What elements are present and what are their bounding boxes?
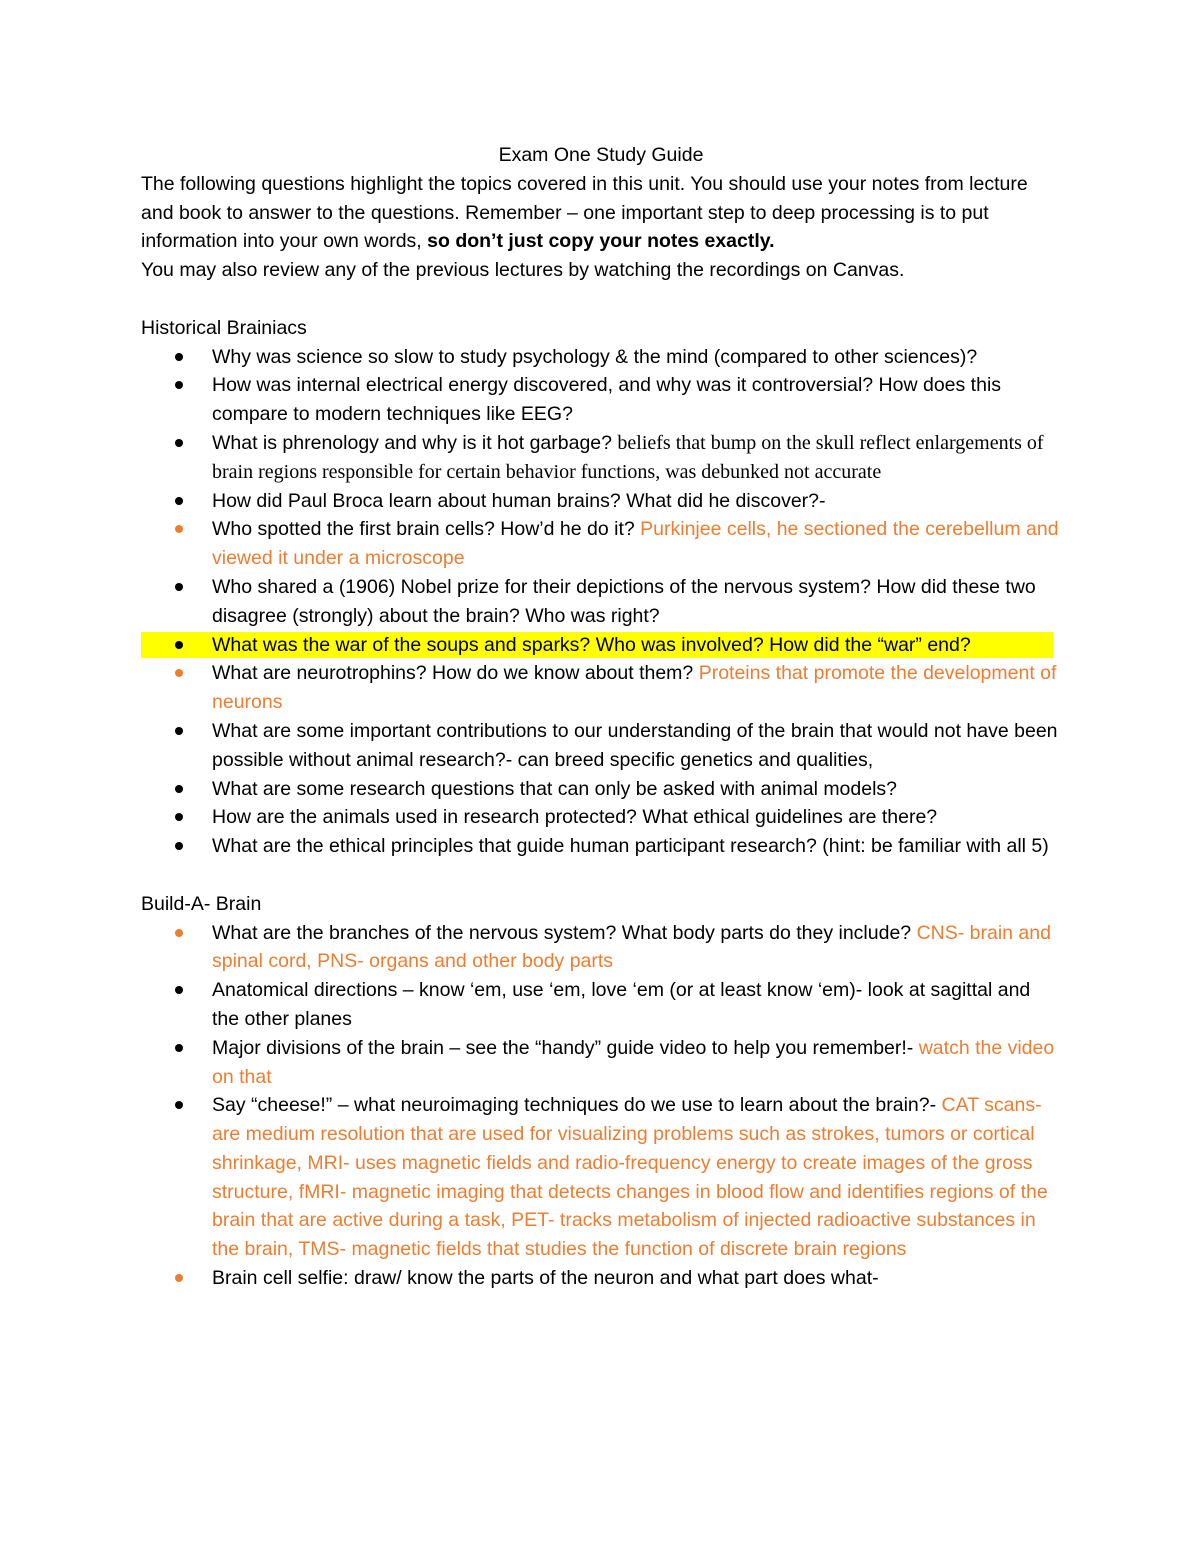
question-item (141, 717, 1061, 775)
question-item (141, 659, 1061, 717)
answer-text: Purkinjee cells, he sectioned the cerebellum and viewed it under a microscope (212, 518, 1059, 570)
bullet-icon (175, 497, 183, 505)
question-text: Why was science so slow to study psychology & the mind (compared to other sciences)? (212, 345, 978, 368)
question-text: How was internal electrical energy discovered, and why was it controversial? How does this compare to modern techniques like EEG? (212, 374, 1002, 426)
question-text: How are the animals used in research protected? What ethical guidelines are there? (212, 806, 938, 829)
bullet-icon (175, 1044, 183, 1052)
question-text: Say “cheese!” – what neuroimaging techniques do we use to learn about the brain?- (212, 1094, 942, 1117)
section-heading: Historical Brainiacs (141, 316, 307, 339)
question-item (141, 631, 1061, 660)
question-text: What was the war of the soups and sparks? Who was involved? How did the “war” end? (212, 633, 971, 656)
bullet-icon (175, 929, 183, 937)
bullet-icon (175, 813, 183, 821)
intro-tail-text: You may also review any of the previous lectures by watching the recordings on Canvas. (141, 259, 905, 282)
question-text: Brain cell selfie: draw/ know the parts of the neuron and what part does what- (212, 1267, 879, 1290)
answer-text: CNS- brain and spinal cord, PNS- organs and other body parts (212, 921, 1051, 973)
question-item (141, 429, 1061, 487)
question-item (141, 487, 1061, 516)
page-title: Exam One Study Guide (498, 144, 704, 166)
question-item (141, 343, 1061, 372)
question-item (141, 775, 1061, 804)
bullet-icon (175, 669, 183, 677)
bullet-icon (175, 583, 183, 591)
question-item (141, 515, 1061, 573)
question-text: What are the branches of the nervous system? What body parts do they include? (212, 921, 917, 944)
question-item (141, 371, 1061, 429)
question-text: Anatomical directions – know ‘em, use ‘em, love ‘em (or at least know ‘em)- look at sagittal and the other planes (212, 979, 1031, 1030)
question-item (141, 976, 1061, 1034)
answer-text: Proteins that promote the development of neurons (212, 662, 1057, 714)
question-text: What is phrenology and why is it hot garbage? (212, 431, 618, 454)
bullet-icon (175, 727, 183, 735)
question-item (141, 1034, 1061, 1092)
question-text: How did Paul Broca learn about human brains? What did he discover?- (212, 489, 826, 512)
question-text: What are neurotrophins? How do we know about them? (212, 662, 699, 685)
question-item (141, 1264, 1061, 1293)
question-list (141, 919, 1061, 1293)
intro-paragraph (141, 170, 1061, 285)
bullet-icon (175, 641, 183, 649)
bullet-icon (175, 353, 183, 361)
bullet-icon (175, 439, 183, 447)
question-item (141, 919, 1061, 977)
question-item (141, 832, 1061, 861)
question-text: What are the ethical principles that guide human participant research? (hint: be familiar with all 5) (212, 835, 1049, 858)
answer-text: watch the video on that (212, 1036, 1055, 1088)
bullet-icon (175, 785, 183, 793)
answer-text: CAT scans- are medium resolution that are used for visualizing problems such as strokes, tumors or cortical shrinkage, MRI- uses magnetic fields and radio-frequency energy to create images of the gross structure, fMRI- magnetic imaging that detects changes in blood flow and identifies regions of the brain that are active during a task, PET- tracks metabolism of injected radioactive substances in the brain, TMS- magnetic fields that studies the function of discrete brain regions (212, 1094, 1048, 1261)
question-list (141, 343, 1061, 861)
bullet-icon (175, 1274, 183, 1282)
bullet-icon (175, 842, 183, 850)
question-item (141, 1091, 1061, 1264)
question-text: Major divisions of the brain – see the “handy” guide video to help you remember!- (212, 1036, 919, 1059)
question-text: Who spotted the first brain cells? How’d he do it? (212, 518, 641, 541)
intro-text: The following questions highlight the topics covered in this unit. You should use your notes from lecture and book to answer to the questions. Remember – one important step to deep processing is to put information into your own words, (141, 172, 1028, 253)
sections-container (141, 314, 1061, 1293)
question-text: What are some research questions that can only be asked with animal models? (212, 777, 898, 800)
section-heading: Build-A- Brain (141, 892, 262, 915)
bullet-icon (175, 381, 183, 389)
bullet-icon (175, 986, 183, 994)
answer-text: beliefs that bump on the skull reflect enlargements of brain regions responsible for certain behavior functions, was debunked not accurate (212, 431, 1044, 483)
question-text: Who shared a (1906) Nobel prize for their depictions of the nervous system? How did these two disagree (strongly) about the brain? Who was right? (212, 575, 1036, 627)
bullet-icon (175, 1101, 183, 1109)
question-text: What are some important contributions to our understanding of the brain that would not have been possible without animal research?- can breed specific genetics and qualities, (212, 719, 1058, 771)
document-body (141, 141, 1061, 1293)
bullet-icon (175, 525, 183, 533)
intro-bold-text: so don’t just copy your notes exactly. (427, 230, 775, 253)
question-item (141, 573, 1061, 631)
question-item (141, 803, 1061, 832)
